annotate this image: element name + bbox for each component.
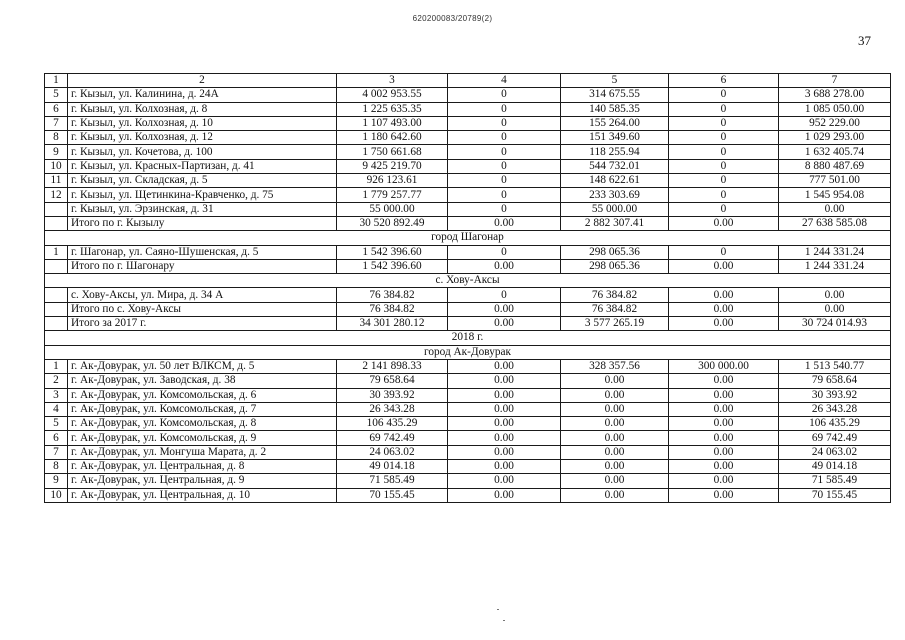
amount-col4-cell: 0 (448, 116, 561, 130)
amount-col4-cell: 0.00 (448, 374, 561, 388)
amount-col4-cell: 0 (448, 159, 561, 173)
amount-col7-cell: 3 688 278.00 (779, 88, 891, 102)
address-cell: г. Ак-Довурак, ул. Монгуша Марата, д. 2 (68, 445, 337, 459)
address-cell: г. Кызыл, ул. Щетинкина-Кравченко, д. 75 (68, 188, 337, 202)
amount-col5-cell: 76 384.82 (561, 302, 669, 316)
amount-col5-cell: 55 000.00 (561, 202, 669, 216)
amount-col6-cell: 0.00 (669, 417, 779, 431)
amount-col4-cell: 0 (448, 245, 561, 259)
amount-col6-cell: 0 (669, 174, 779, 188)
amount-col5-cell: 2 882 307.41 (561, 216, 669, 230)
address-cell: г. Ак-Довурак, ул. Комсомольская, д. 6 (68, 388, 337, 402)
amount-col3-cell: 1 750 661.68 (337, 145, 448, 159)
amount-col3-cell: 69 742.49 (337, 431, 448, 445)
amount-col3-cell: 106 435.29 (337, 417, 448, 431)
table-row (45, 460, 891, 474)
table-row (45, 88, 891, 102)
address-cell: г. Ак-Довурак, ул. Комсомольская, д. 7 (68, 402, 337, 416)
address-cell: г. Ак-Довурак, ул. Центральная, д. 9 (68, 474, 337, 488)
amount-col7-cell: 8 880 487.69 (779, 159, 891, 173)
address-cell: г. Кызыл, ул. Кочетова, д. 100 (68, 145, 337, 159)
row-number-cell: 6 (45, 102, 68, 116)
address-cell: г. Кызыл, ул. Колхозная, д. 8 (68, 102, 337, 116)
amount-col5-cell: 0.00 (561, 488, 669, 502)
amount-col3-cell: 1 542 396.60 (337, 245, 448, 259)
section-title: с. Хову-Аксы (45, 274, 891, 288)
amount-col5-cell: 0.00 (561, 445, 669, 459)
address-cell: с. Хову-Аксы, ул. Мира, д. 34 А (68, 288, 337, 302)
row-number-cell: 5 (45, 88, 68, 102)
row-number-cell: 7 (45, 445, 68, 459)
amount-col3-cell: 1 779 257.77 (337, 188, 448, 202)
amount-col5-cell: 118 255.94 (561, 145, 669, 159)
row-number-cell: 3 (45, 388, 68, 402)
amount-col7-cell: 26 343.28 (779, 402, 891, 416)
document-id: 620200083/20789(2) (412, 14, 493, 23)
amount-col5-cell: 298 065.36 (561, 245, 669, 259)
column-header-3: 3 (337, 74, 448, 88)
row-number-cell (45, 288, 68, 302)
scan-speck (503, 620, 505, 621)
amount-col5-cell: 148 622.61 (561, 174, 669, 188)
amount-col4-cell: 0.00 (448, 474, 561, 488)
amount-col3-cell: 30 520 892.49 (337, 216, 448, 230)
amount-col6-cell: 0 (669, 116, 779, 130)
amount-col7-cell: 1 545 954.08 (779, 188, 891, 202)
amount-col6-cell: 0 (669, 159, 779, 173)
amount-col3-cell: 76 384.82 (337, 302, 448, 316)
row-number-cell: 8 (45, 460, 68, 474)
amount-col4-cell: 0 (448, 174, 561, 188)
amount-col6-cell: 0.00 (669, 460, 779, 474)
amount-col5-cell: 0.00 (561, 402, 669, 416)
amount-col5-cell: 155 264.00 (561, 116, 669, 130)
amount-col3-cell: 24 063.02 (337, 445, 448, 459)
address-cell: г. Кызыл, ул. Калинина, д. 24А (68, 88, 337, 102)
address-cell: г. Кызыл, ул. Колхозная, д. 10 (68, 116, 337, 130)
amount-col3-cell: 1 225 635.35 (337, 102, 448, 116)
column-header-5: 5 (561, 74, 669, 88)
amount-col4-cell: 0.00 (448, 302, 561, 316)
amount-col3-cell: 926 123.61 (337, 174, 448, 188)
row-number-cell (45, 302, 68, 316)
amount-col7-cell: 0.00 (779, 288, 891, 302)
column-header-6: 6 (669, 74, 779, 88)
amount-col3-cell: 4 002 953.55 (337, 88, 448, 102)
address-cell: г. Ак-Довурак, ул. Комсомольская, д. 8 (68, 417, 337, 431)
row-number-cell: 12 (45, 188, 68, 202)
amount-col6-cell: 0.00 (669, 374, 779, 388)
section-header-row (45, 345, 891, 359)
amount-col5-cell: 0.00 (561, 374, 669, 388)
table-row (45, 317, 891, 331)
table-row (45, 216, 891, 230)
amount-col7-cell: 1 029 293.00 (779, 131, 891, 145)
amount-col3-cell: 2 141 898.33 (337, 359, 448, 373)
amount-col6-cell: 0 (669, 145, 779, 159)
amount-col7-cell: 24 063.02 (779, 445, 891, 459)
address-cell: г. Ак-Довурак, ул. 50 лет ВЛКСМ, д. 5 (68, 359, 337, 373)
scan-speck (497, 609, 499, 610)
amount-col7-cell: 71 585.49 (779, 474, 891, 488)
amount-col3-cell: 55 000.00 (337, 202, 448, 216)
amount-col3-cell: 70 155.45 (337, 488, 448, 502)
address-cell: Итого по г. Шагонару (68, 259, 337, 273)
table-row (45, 431, 891, 445)
amount-col7-cell: 106 435.29 (779, 417, 891, 431)
amount-col7-cell: 69 742.49 (779, 431, 891, 445)
table-row (45, 302, 891, 316)
amount-col6-cell: 0.00 (669, 431, 779, 445)
amount-col3-cell: 49 014.18 (337, 460, 448, 474)
amount-col3-cell: 1 180 642.60 (337, 131, 448, 145)
row-number-cell: 5 (45, 417, 68, 431)
amount-col6-cell: 0.00 (669, 288, 779, 302)
amount-col5-cell: 0.00 (561, 474, 669, 488)
row-number-cell (45, 216, 68, 230)
amount-col7-cell: 1 513 540.77 (779, 359, 891, 373)
amount-col4-cell: 0.00 (448, 359, 561, 373)
table-row (45, 116, 891, 130)
amount-col7-cell: 1 244 331.24 (779, 259, 891, 273)
amount-col7-cell: 70 155.45 (779, 488, 891, 502)
amount-col6-cell: 0 (669, 88, 779, 102)
address-cell: г. Кызыл, ул. Эрзинская, д. 31 (68, 202, 337, 216)
amount-col6-cell: 300 000.00 (669, 359, 779, 373)
address-cell: г. Кызыл, ул. Складская, д. 5 (68, 174, 337, 188)
amount-col4-cell: 0 (448, 188, 561, 202)
amount-col6-cell: 0.00 (669, 216, 779, 230)
table-row (45, 159, 891, 173)
amount-col7-cell: 30 393.92 (779, 388, 891, 402)
amount-col6-cell: 0 (669, 202, 779, 216)
amount-col6-cell: 0 (669, 245, 779, 259)
amount-col6-cell: 0.00 (669, 488, 779, 502)
amount-col5-cell: 298 065.36 (561, 259, 669, 273)
amount-col3-cell: 30 393.92 (337, 388, 448, 402)
amount-col7-cell: 49 014.18 (779, 460, 891, 474)
amount-col7-cell: 1 244 331.24 (779, 245, 891, 259)
row-number-cell: 6 (45, 431, 68, 445)
table-row (45, 488, 891, 502)
amount-col4-cell: 0 (448, 202, 561, 216)
address-cell: г. Кызыл, ул. Колхозная, д. 12 (68, 131, 337, 145)
amount-col5-cell: 0.00 (561, 388, 669, 402)
amount-col5-cell: 151 349.60 (561, 131, 669, 145)
amount-col3-cell: 9 425 219.70 (337, 159, 448, 173)
amount-col7-cell: 0.00 (779, 302, 891, 316)
address-cell: Итого за 2017 г. (68, 317, 337, 331)
amount-col7-cell: 1 085 050.00 (779, 102, 891, 116)
amount-col6-cell: 0 (669, 131, 779, 145)
amount-col4-cell: 0.00 (448, 431, 561, 445)
amount-col4-cell: 0 (448, 88, 561, 102)
table-row (45, 359, 891, 373)
amount-col7-cell: 79 658.64 (779, 374, 891, 388)
amount-col6-cell: 0 (669, 102, 779, 116)
address-cell: г. Ак-Довурак, ул. Центральная, д. 10 (68, 488, 337, 502)
amount-col4-cell: 0.00 (448, 488, 561, 502)
address-cell: Итого по с. Хову-Аксы (68, 302, 337, 316)
amount-col5-cell: 76 384.82 (561, 288, 669, 302)
section-title: город Ак-Довурак (45, 345, 891, 359)
amount-col4-cell: 0.00 (448, 216, 561, 230)
amount-col6-cell: 0.00 (669, 302, 779, 316)
column-header-4: 4 (448, 74, 561, 88)
amount-col4-cell: 0.00 (448, 259, 561, 273)
table-row (45, 145, 891, 159)
address-cell: г. Ак-Довурак, ул. Комсомольская, д. 9 (68, 431, 337, 445)
row-number-cell: 2 (45, 374, 68, 388)
table-row (45, 259, 891, 273)
table-row (45, 202, 891, 216)
address-cell: г. Ак-Довурак, ул. Центральная, д. 8 (68, 460, 337, 474)
amount-col7-cell: 27 638 585.08 (779, 216, 891, 230)
amount-col5-cell: 544 732.01 (561, 159, 669, 173)
amount-col3-cell: 1 107 493.00 (337, 116, 448, 130)
amount-col7-cell: 952 229.00 (779, 116, 891, 130)
data-table (44, 73, 891, 503)
address-cell: г. Шагонар, ул. Саяно-Шушенская, д. 5 (68, 245, 337, 259)
amount-col4-cell: 0.00 (448, 417, 561, 431)
amount-col5-cell: 314 675.55 (561, 88, 669, 102)
table-row (45, 474, 891, 488)
amount-col4-cell: 0 (448, 102, 561, 116)
section-title: город Шагонар (45, 231, 891, 245)
amount-col5-cell: 0.00 (561, 431, 669, 445)
address-cell: г. Кызыл, ул. Красных-Партизан, д. 41 (68, 159, 337, 173)
amount-col5-cell: 3 577 265.19 (561, 317, 669, 331)
amount-col4-cell: 0 (448, 288, 561, 302)
amount-col5-cell: 140 585.35 (561, 102, 669, 116)
amount-col7-cell: 1 632 405.74 (779, 145, 891, 159)
row-number-cell: 10 (45, 488, 68, 502)
row-number-cell: 9 (45, 474, 68, 488)
section-header-row (45, 331, 891, 345)
amount-col6-cell: 0.00 (669, 402, 779, 416)
column-header-1: 1 (45, 74, 68, 88)
amount-col3-cell: 34 301 280.12 (337, 317, 448, 331)
amount-col7-cell: 30 724 014.93 (779, 317, 891, 331)
amount-col5-cell: 233 303.69 (561, 188, 669, 202)
amount-col5-cell: 0.00 (561, 417, 669, 431)
row-number-cell (45, 259, 68, 273)
amount-col5-cell: 0.00 (561, 460, 669, 474)
table-row (45, 388, 891, 402)
table-row (45, 445, 891, 459)
address-cell: Итого по г. Кызылу (68, 216, 337, 230)
row-number-cell: 1 (45, 359, 68, 373)
amount-col4-cell: 0.00 (448, 445, 561, 459)
row-number-cell (45, 317, 68, 331)
table-row (45, 102, 891, 116)
amount-col4-cell: 0.00 (448, 402, 561, 416)
amount-col4-cell: 0 (448, 145, 561, 159)
amount-col7-cell: 777 501.00 (779, 174, 891, 188)
row-number-cell: 7 (45, 116, 68, 130)
table-row (45, 417, 891, 431)
amount-col6-cell: 0.00 (669, 317, 779, 331)
amount-col6-cell: 0.00 (669, 388, 779, 402)
amount-col3-cell: 1 542 396.60 (337, 259, 448, 273)
row-number-cell: 9 (45, 145, 68, 159)
table-body (45, 74, 891, 503)
table-row (45, 402, 891, 416)
amount-col6-cell: 0 (669, 188, 779, 202)
page-number: 37 (858, 33, 871, 48)
section-title: 2018 г. (45, 331, 891, 345)
row-number-cell: 8 (45, 131, 68, 145)
amount-col6-cell: 0.00 (669, 259, 779, 273)
table-row (45, 188, 891, 202)
amount-col4-cell: 0.00 (448, 460, 561, 474)
row-number-cell: 11 (45, 174, 68, 188)
amount-col5-cell: 328 357.56 (561, 359, 669, 373)
amount-col4-cell: 0.00 (448, 388, 561, 402)
amount-col4-cell: 0 (448, 131, 561, 145)
amount-col3-cell: 76 384.82 (337, 288, 448, 302)
amount-col4-cell: 0.00 (448, 317, 561, 331)
section-header-row (45, 231, 891, 245)
amount-col3-cell: 79 658.64 (337, 374, 448, 388)
table-row (45, 288, 891, 302)
amount-col6-cell: 0.00 (669, 445, 779, 459)
table-row (45, 174, 891, 188)
row-number-cell (45, 202, 68, 216)
row-number-cell: 10 (45, 159, 68, 173)
table-row (45, 374, 891, 388)
column-header-2: 2 (68, 74, 337, 88)
amount-col3-cell: 26 343.28 (337, 402, 448, 416)
amount-col6-cell: 0.00 (669, 474, 779, 488)
column-number-header-row (45, 74, 891, 88)
column-header-7: 7 (779, 74, 891, 88)
address-cell: г. Ак-Довурак, ул. Заводская, д. 38 (68, 374, 337, 388)
amount-col3-cell: 71 585.49 (337, 474, 448, 488)
row-number-cell: 1 (45, 245, 68, 259)
table-row (45, 131, 891, 145)
table-row (45, 245, 891, 259)
row-number-cell: 4 (45, 402, 68, 416)
amount-col7-cell: 0.00 (779, 202, 891, 216)
section-header-row (45, 274, 891, 288)
